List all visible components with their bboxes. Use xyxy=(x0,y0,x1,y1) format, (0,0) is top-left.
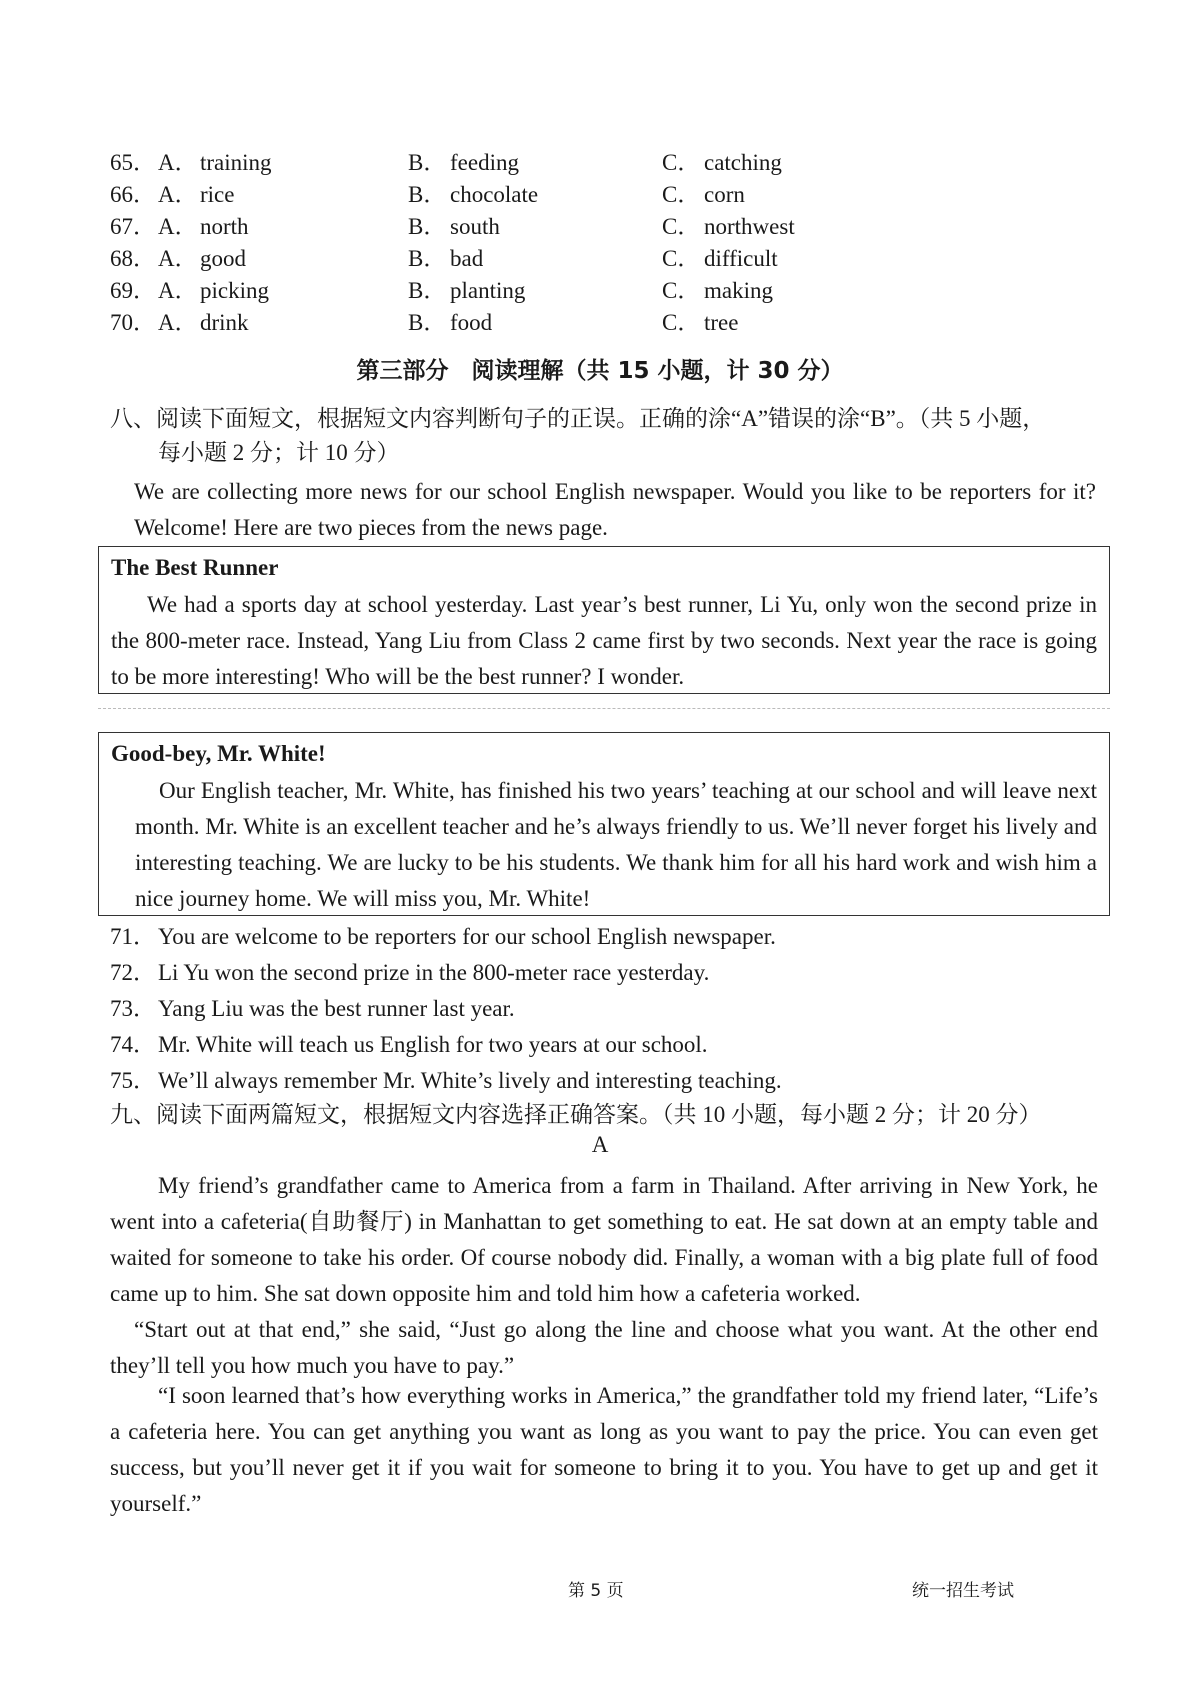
option-b-text: food xyxy=(450,310,493,335)
part8-instruction xyxy=(110,402,1110,470)
option-b-text: south xyxy=(450,214,500,239)
question-number: 74． xyxy=(110,1032,156,1057)
question-number: 66． xyxy=(110,182,156,207)
option-b-label: B． xyxy=(408,150,447,175)
question-item xyxy=(110,1064,782,1098)
question-number: 68． xyxy=(110,246,156,271)
passage-paragraph: My friend’s grandfather came to America from a farm in Thailand. After arriving in New York, he went into a cafeteria(自助餐厅) in Manhattan to get something to eat. He sat down at an empty table and waited for someone to take his order. Of course nobody did. Finally, a woman with a big plate full of food came up to him. She sat down opposite him and told him how a cafeteria worked. xyxy=(110,1173,1098,1306)
question-item xyxy=(110,920,776,954)
option-c-text: tree xyxy=(704,310,739,335)
option-c-label: C． xyxy=(662,278,701,303)
option-c-text: corn xyxy=(704,182,745,207)
question-number: 75． xyxy=(110,1068,156,1093)
question-number: 69． xyxy=(110,278,156,303)
question-number: 72． xyxy=(110,960,156,985)
option-c-label: C． xyxy=(662,150,701,175)
option-c-text: difficult xyxy=(704,246,778,271)
option-b-text: bad xyxy=(450,246,484,271)
divider xyxy=(98,708,1110,709)
option-c-text: catching xyxy=(704,150,782,175)
question-text: Mr. White will teach us English for two years at our school. xyxy=(158,1032,708,1057)
option-c-text: making xyxy=(704,278,773,303)
news-body: We had a sports day at school yesterday. Last year’s best runner, Li Yu, only won the second prize in the 800-meter race. Instead, Yang Liu from Class 2 came first by two seconds. Next year the race is going to be more interesting! Who will be the best runner? I wonder. xyxy=(111,592,1097,689)
question-item xyxy=(110,992,515,1026)
news-title: The Best Runner xyxy=(111,555,279,580)
part8-instruction-line2: 每小题 2 分；计 10 分） xyxy=(158,440,400,465)
passage-paragraph: “I soon learned that’s how everything works in America,” the grandfather told my friend later, “Life’s a cafeteria here. You can get anything you want as long as you want to pay the price. You can even get success, but you’ll never get it if you wait for someone to bring it to you. You have to get up and get it yourself.” xyxy=(110,1383,1098,1516)
passage-paragraph: “Start out at that end,” she said, “Just go along the line and choose what you want. At the other end they’ll tell you how much you have to pay.” xyxy=(110,1317,1098,1378)
option-a-text: picking xyxy=(200,278,269,303)
option-b-text: chocolate xyxy=(450,182,539,207)
option-a-text: good xyxy=(200,246,246,271)
option-a-label: A． xyxy=(158,246,198,271)
option-c-label: C． xyxy=(662,310,701,335)
question-number: 67． xyxy=(110,214,156,239)
option-b-label: B． xyxy=(408,182,447,207)
news-box-goodbye xyxy=(98,732,1110,916)
option-c-label: C． xyxy=(662,182,701,207)
page-number: 第 5 页 xyxy=(568,1581,624,1601)
question-number: 73． xyxy=(110,996,156,1021)
question-number: 65． xyxy=(110,150,156,175)
question-text: Li Yu won the second prize in the 800-meter race yesterday. xyxy=(158,960,710,985)
news-title: Good-bey, Mr. White! xyxy=(111,741,326,766)
section-title: 第三部分 阅读理解（共 15 小题，计 30 分） xyxy=(356,358,844,384)
option-a-label: A． xyxy=(158,278,198,303)
news-body: Our English teacher, Mr. White, has finished his two years’ teaching at our school and will leave next month. Mr. White is an excellent teacher and he’s always friendly to us. We’ll never forget his lively and interesting teaching. We are lucky to be his students. We thank him for all his hard work and wish him a nice journey home. We will miss you, Mr. White! xyxy=(135,778,1097,911)
question-number: 71． xyxy=(110,924,156,949)
part9-instruction: 九、阅读下面两篇短文，根据短文内容选择正确答案。（共 10 小题，每小题 2 分；计 20 分） xyxy=(110,1102,1042,1127)
passage-letter: A xyxy=(591,1132,609,1157)
option-b-label: B． xyxy=(408,278,447,303)
question-text: We’ll always remember Mr. White’s lively and interesting teaching. xyxy=(158,1068,782,1093)
question-number: 70． xyxy=(110,310,156,335)
option-a-text: training xyxy=(200,150,272,175)
question-text: Yang Liu was the best runner last year. xyxy=(158,996,515,1021)
part8-instruction-line1: 八、阅读下面短文，根据短文内容判断句子的正误。正确的涂“A”错误的涂“B”。（共 5 小题， xyxy=(110,406,1046,431)
option-a-label: A． xyxy=(158,310,198,335)
option-c-text: northwest xyxy=(704,214,795,239)
option-b-label: B． xyxy=(408,214,447,239)
question-item xyxy=(110,956,709,990)
option-c-label: C． xyxy=(662,246,701,271)
option-a-text: drink xyxy=(200,310,249,335)
exam-name: 统一招生考试 xyxy=(912,1581,1014,1601)
option-a-text: rice xyxy=(200,182,235,207)
option-b-text: feeding xyxy=(450,150,519,175)
option-a-label: A． xyxy=(158,182,198,207)
part8-intro: We are collecting more news for our school English newspaper. Would you like to be reporters for it? Welcome! Here are two pieces from the news page. xyxy=(134,479,1096,540)
option-a-text: north xyxy=(200,214,249,239)
question-item xyxy=(110,1028,708,1062)
option-b-text: planting xyxy=(450,278,526,303)
option-b-label: B． xyxy=(408,310,447,335)
news-box-best-runner xyxy=(98,546,1110,694)
option-c-label: C． xyxy=(662,214,701,239)
option-a-label: A． xyxy=(158,150,198,175)
option-b-label: B． xyxy=(408,246,447,271)
question-text: You are welcome to be reporters for our school English newspaper. xyxy=(158,924,776,949)
option-a-label: A． xyxy=(158,214,198,239)
